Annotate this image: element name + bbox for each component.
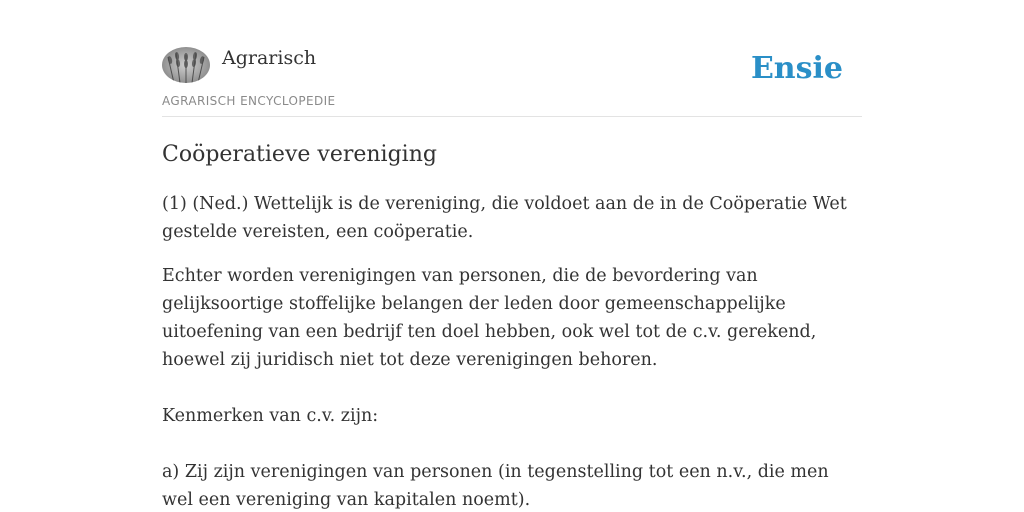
site-subtitle[interactable]: AGRARISCH ENCYCLOPEDIE (162, 94, 336, 108)
article (162, 138, 862, 512)
article-paragraph: (1) (Ned.) Wettelijk is de vereniging, die voldoet aan de in de Coöperatie Wet gestelde vereisten, een coöperatie. (162, 194, 847, 242)
site-title[interactable]: Agrarisch (222, 47, 317, 69)
article-paragraph: a) Zij zijn verenigingen van personen (in tegenstelling tot een n.v., die men wel een vereniging van kapitalen noemt). (162, 462, 829, 510)
site-header (162, 0, 862, 117)
article-paragraph: Kenmerken van c.v. zijn: (162, 406, 379, 426)
wheat-icon[interactable] (162, 47, 210, 83)
article-paragraph: Echter worden verenigingen van personen, die de bevordering van gelijksoortige stoffelijke belangen der leden door gemeenschappelijke uitoefening van een bedrijf ten doel hebben, ook wel tot de c.v. gerekend, hoewel zij juridisch niet tot deze verenigingen behoren. (162, 266, 817, 370)
article-title: Coöperatieve vereniging (162, 142, 437, 167)
brand-logo[interactable]: Ensie (750, 51, 843, 86)
